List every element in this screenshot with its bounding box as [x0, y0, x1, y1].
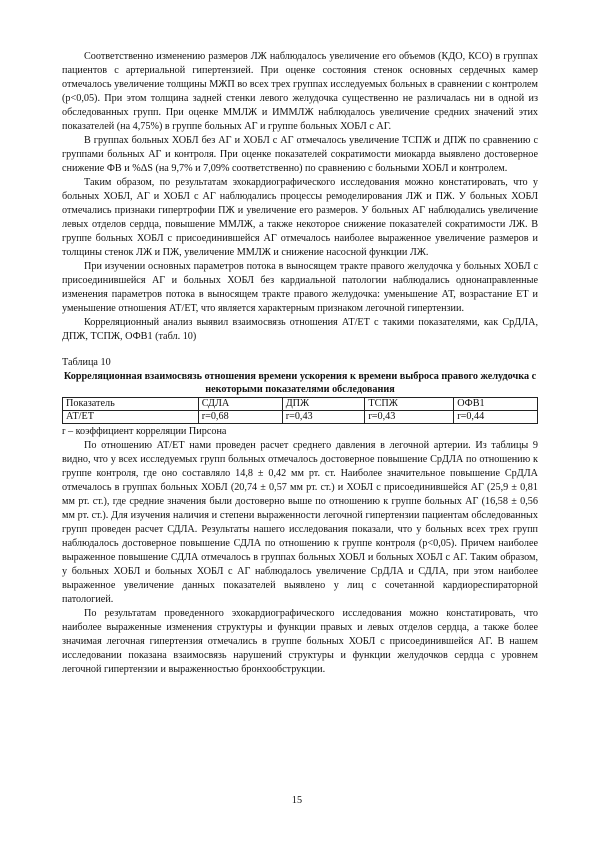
table-cell: АТ/ЕТ	[63, 411, 199, 424]
spacer	[62, 344, 538, 356]
table-cell: r=0,68	[198, 411, 282, 424]
document-page	[62, 50, 538, 677]
paragraph-conclusion: По результатам проведенного эхокардиографического исследования можно констатировать, что наиболее выраженные изменения структуры и функции правых и левых отделов сердца, а также более значимая легочная гипертензия отмечались в группе больных ХОБЛ с присоединившейся АГ. В нашем исследовании показана взаимосвязь нарушений структуры и функции желудочков сердца с уровнем легочной гипертензии и выраженностью бронхообструкции.	[62, 608, 538, 675]
paragraph-flow-parameters: При изучении основных параметров потока в выносящем тракте правого желудочка у больных ХОБЛ с присоединившейся АГ и больных ХОБЛ без кардиальной патологии наблюдались однонаправленные изменения параметров потока в выносящем тракте правого желудочка: уменьшение АТ, возрастание ЕТ и уменьшение отношения АТ/ЕТ, что является характерным признаком легочной гипертензии.	[62, 261, 538, 314]
table-header-cell: ОФВ1	[454, 398, 538, 411]
table-header-cell: Показатель	[63, 398, 199, 411]
paragraph-remodeling-summary: Таким образом, по результатам эхокардиографического исследования можно констатировать, что у больных ХОБЛ, АГ и ХОБЛ с АГ наблюдались процессы ремоделирования ЛЖ и ПЖ. У больных ХОБЛ отмечались признаки гипертрофии ПЖ и увеличение его размеров. У больных АГ наблюдались увеличение левых отделов сердца, повышение ММЛЖ, а также некоторое снижение показателей сократимости ЛЖ. В группе больных ХОБЛ с присоединившейся АГ отмечалось наиболее выраженное увеличение размеров и толщины стенок ЛЖ и ПЖ, увеличение ММЛЖ и снижение насосной функции ЛЖ.	[62, 177, 538, 258]
correlation-table	[62, 397, 538, 424]
table-cell: r=0,43	[282, 411, 365, 424]
paragraph-correlation-intro: Корреляционный анализ выявил взаимосвязь отношения АТ/ЕТ с такими показателями, как СрДЛА, ДПЖ, ТСПЖ, ОФВ1 (табл. 10)	[62, 317, 538, 342]
table-header-cell: ДПЖ	[282, 398, 365, 411]
table-note: r – коэффициент корреляции Пирсона	[62, 426, 227, 437]
table-row	[63, 411, 538, 424]
table-title: Корреляционная взаимосвязь отношения времени ускорения к времени выброса правого желудочка с некоторыми показателями обследования	[63, 371, 537, 395]
table-cell: r=0,44	[454, 411, 538, 424]
paragraph-rv-changes: В группах больных ХОБЛ без АГ и ХОБЛ с АГ отмечалось увеличение ТСПЖ и ДПЖ по сравнению с группами больных АГ и контроля. При оценке показателей сократимости миокарда выявлено достоверное снижение ФВ и %ΔS (на 9,7% и 7,09% соответственно) по сравнению с больными ХОБЛ и контролем.	[62, 135, 538, 174]
table-caption: Таблица 10	[62, 357, 111, 368]
table-header-cell: ТСПЖ	[365, 398, 454, 411]
page-number: 15	[291, 795, 303, 806]
paragraph-pa-pressure: По отношению АТ/ЕТ нами проведен расчет среднего давления в легочной артерии. Из таблицы 9 видно, что у всех исследуемых групп больных отмечалось достоверное повышение СрДЛА по отношению к группе контроля, где оно составляло 14,8 ± 0,42 мм рт. ст. Наиболее значительное повышение СрДЛА отмечалось в группах больных ХОБЛ (20,74 ± 0,57 мм рт. ст.) и ХОБЛ с присоединившейся АГ (25,9 ± 0,81 мм рт. ст.), где средние значения были достоверно выше по отношению к группе больных АГ (16,58 ± 0,56 мм рт. ст.). Для изучения наличия и степени выраженности легочной гипертензии пациентам обследованных групп проведен расчет СДЛА. Результаты нашего исследования показали, что у больных всех трех групп наблюдалось достоверное повышение СДЛА по отношению к группе контроля (p<0,05). Причем наиболее выраженное повышение СДЛА отмечалось в группах больных ХОБЛ и больных ХОБЛ с АГ. Таким образом, у больных ХОБЛ и больных ХОБЛ с АГ наблюдалось увеличение СрДЛА и СДЛА, при этом наиболее выраженное увеличение данных показателей выявлено у лиц с сочетанной кардиореспираторной патологией.	[62, 440, 538, 605]
table-header-cell: СДЛА	[198, 398, 282, 411]
table-cell: r=0,43	[365, 411, 454, 424]
table-header-row	[63, 398, 538, 411]
paragraph-lv-volumes: Соответственно изменению размеров ЛЖ наблюдалось увеличение его объемов (КДО, КСО) в группах пациентов с артериальной гипертензией. При оценке состояния стенок основных сердечных камер отмечалось увеличение толщины МЖП во всех трех группах исследуемых больных в сравнении с контролем (p<0,05). При этом толщина задней стенки левого желудочка существенно не различалась ни в одной из обследованных групп. При оценке ММЛЖ и ИММЛЖ наблюдалось увеличение средних значений этих показателей (на 4,75%) в группе больных АГ и группе больных ХОБЛ с АГ.	[62, 51, 538, 132]
